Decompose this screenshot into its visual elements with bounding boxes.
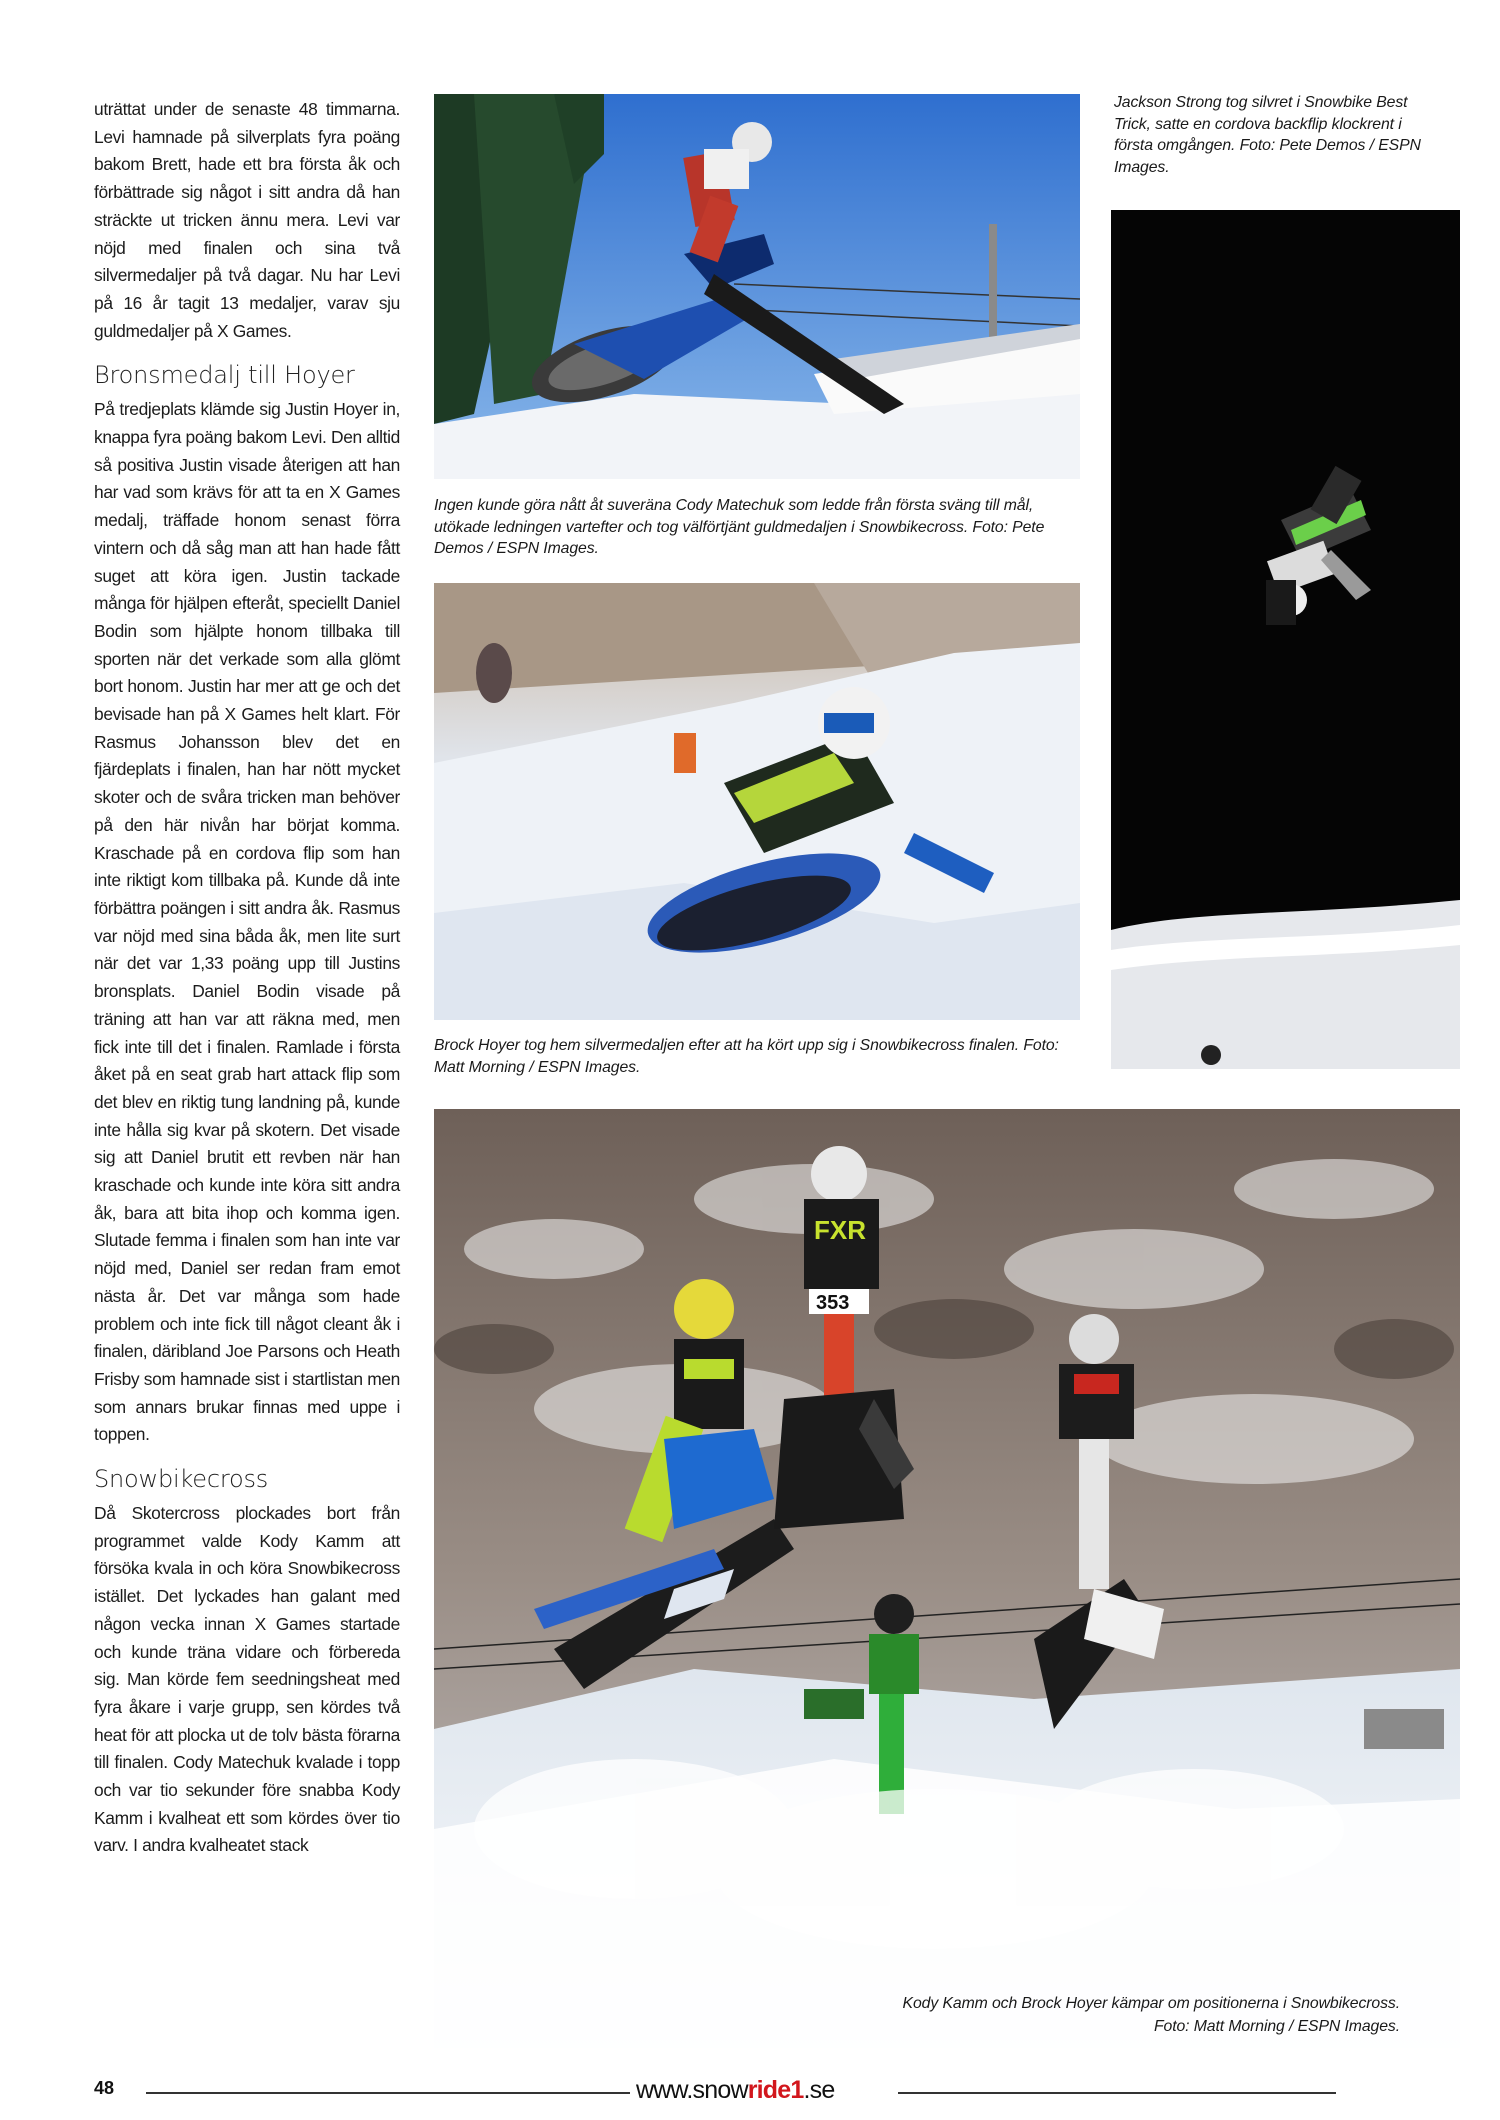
photo-kody-kamm-brock-hoyer [434,1109,1460,2048]
caption-cody-matechuk: Ingen kunde göra nått åt suveräna Cody Matechuk som ledde från första sväng till mål, utökade ledningen vartefter och tog välförtjänt guldmedaljen i Snowbikecross. Foto: Pete Demos / ESPN Images. [434,497,1045,557]
body-paragraph: På tredjeplats klämde sig Justin Hoyer in, knappa fyra poäng bakom Levi. Den alltid så positiva Justin visade återigen att han har vad som krävs för att ta en X Games medalj, träffade honom senast förra vintern och då såg man att han hade fått suget att köra igen. Justin tackade många för hjälpen efteråt, speciellt Daniel Bodin som hjälpte honom tillbaka till sporten när det verkade som alla glömt bort honom. Justin har mer att ge och det bevisade han på X Games helt klart. För Rasmus Johansson blev det en fjärdeplats i finalen, han har nött mycket skoter och de svåra tricken man behöver på den här nivån har börjat komma. Kraschade på en cordova flip som han inte riktigt kom tillbaka på. Kunde då inte förbättra poängen i sitt andra åk. Rasmus var nöjd med sina båda åk, men lite surt när det var 1,33 poäng upp till Justins bronsplats. Daniel Bodin visade på träning att han var att räkna med, men fick inte till det i finalen. Ramlade i första åket på en seat grab hart attack flip som det blev en riktig tung landning på, kunde inte hålla sig kvar på skotern. Det visade sig att Daniel brutit ett revben när han kraschade och kunde inte köra sitt andra åk, bara att bita ihop och komma igen. Slutade femma i finalen som han inte var nöjd med, Daniel ser redan fram emot nästa år. Det var många som hade problem och inte fick till något cleant åk i finalen, däribland Joe Parsons och Heath Frisby som hamnade sist i startlistan men som annars brukar finnas med uppe i toppen. [94,399,400,1445]
caption-kody-kamm-line2: Foto: Matt Morning / ESPN Images. [1153,2018,1400,2035]
footer-divider-right [898,2092,1336,2094]
photo-brock-hoyer [434,583,1080,1020]
caption-kody-kamm-line1: Kody Kamm och Brock Hoyer kämpar om positionerna i Snowbikecross. [902,1995,1400,2012]
site-prefix: www. [636,2076,693,2104]
section-heading: Snowbikecross [94,1465,269,1494]
footer-divider-left [146,2092,630,2094]
site-snow: snow [692,2076,748,2104]
svg-text:FXR: FXR [814,1215,866,1245]
body-paragraph: Då Skotercross plockades bort från programmet valde Kody Kamm att försöka kvala in och köra Snowbikecross istället. Det lyckades han galant med någon vecka innan X Games startade och kunde träna vidare och förbereda sig. Man körde fem seedningsheat med fyra åkare i varje grupp, sen kördes två heat för att plocka ut de tolv bästa förarna till finalen. Cody Matechuk kvalade i topp och var tio sekunder före snabba Kody Kamm i kvalheat ett som kördes över tio varv. I andra kvalheatet stack [94,1503,400,1856]
page-number: 48 [94,2078,115,2098]
article-text-column [94,96,400,1860]
site-tld: .se [803,2076,835,2104]
svg-text:353: 353 [816,1292,850,1314]
body-paragraph: uträttat under de senaste 48 timmarna. Levi hamnade på silverplats fyra poäng bakom Brett, hade ett bra första åk och förbättrade sig något i sitt andra då han sträckte ut tricken ännu mera. Levi var nöjd med finalen och sina två silvermedaljer på två dagar. Nu har Levi på 16 år tagit 13 medaljer, varav sju guldmedaljer på X Games. [94,99,400,341]
section-heading: Bronsmedalj till Hoyer [94,361,355,390]
caption-jackson-strong: Jackson Strong tog silvret i Snowbike Best Trick, satte en cordova backflip klockrent i första omgången. Foto: Pete Demos / ESPN Images. [1114,94,1421,176]
photo-cody-matechuk-jump [434,94,1080,479]
caption-brock-hoyer: Brock Hoyer tog hem silvermedaljen efter att ha kört upp sig i Snowbikecross finalen. Foto: Matt Morning / ESPN Images. [434,1037,1059,1076]
photo-jackson-strong-backflip [1111,210,1460,1069]
site-url [636,2076,834,2105]
site-ride: ride1 [747,2076,804,2104]
